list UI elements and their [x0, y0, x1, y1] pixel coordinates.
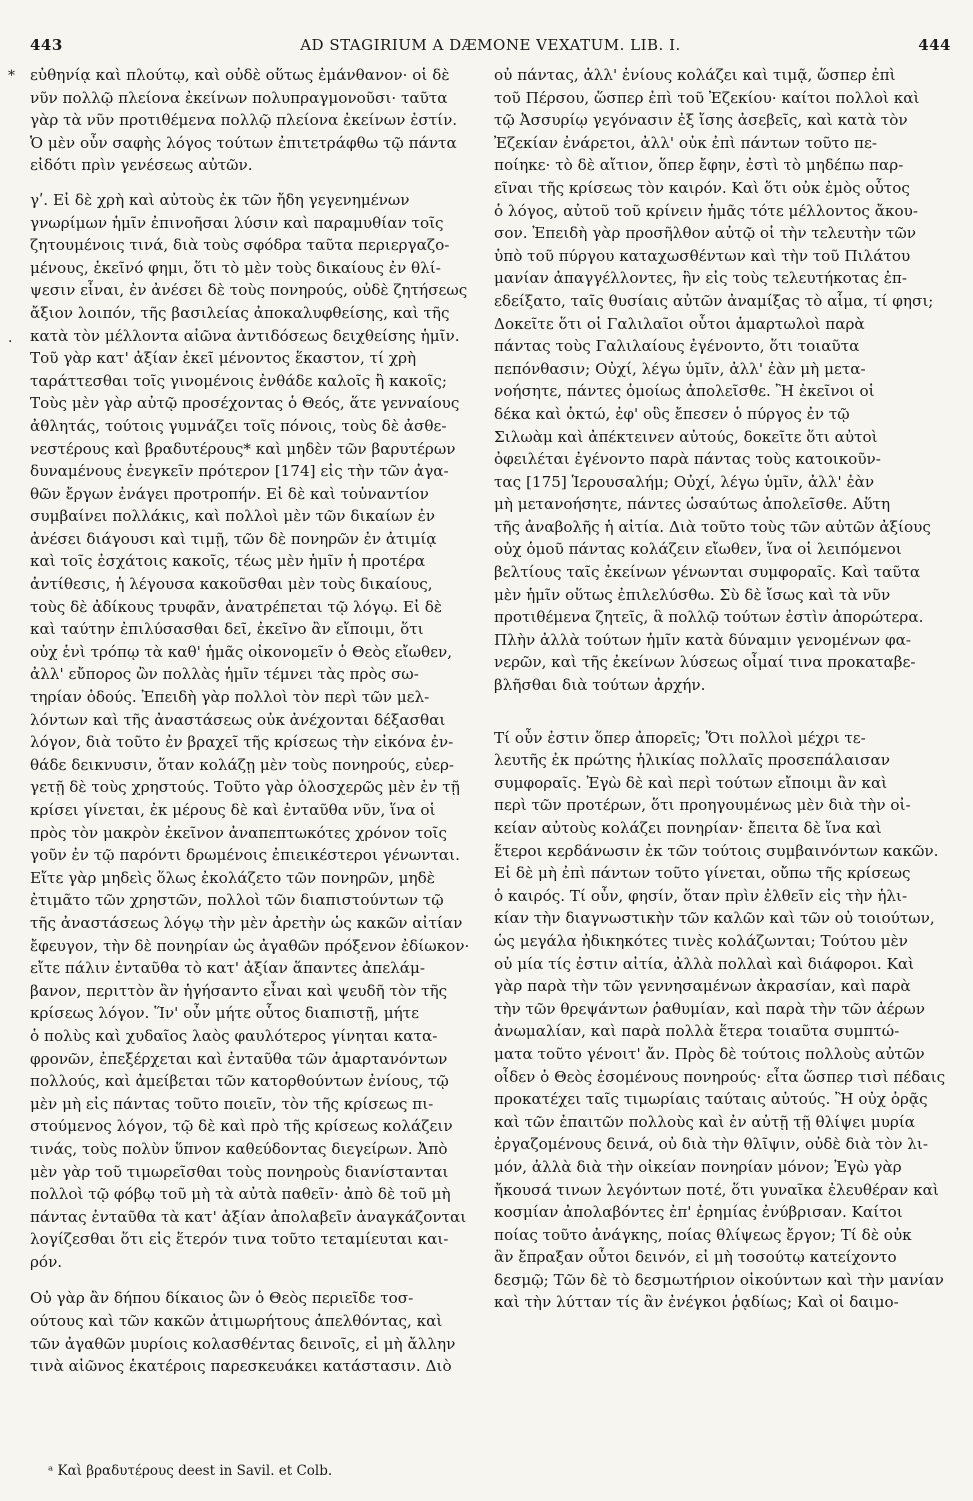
- text-line: Πλὴν ἀλλὰ τούτων ἡμῖν κατὰ δύναμιν γενομένων φα-: [494, 630, 911, 649]
- text-line: μὲν ἡμῖν οὕτως ἐπιλελύσθω. Σὺ δὲ ἴσως καὶ τὰ νῦν: [494, 585, 891, 604]
- text-line: εὐθηνίᾳ καὶ πλούτῳ, καὶ οὐδὲ οὕτως ἐμάνθανον· οἱ δὲ: [30, 66, 450, 84]
- text-line: τοὺς δὲ ἀδίκους τρυφᾶν, ἀνατρέπεται τῷ λόγῳ. Εἰ δὲ: [30, 597, 443, 616]
- text-line: θῶν ἔργων ἐνάγει προτροπήν. Εἰ δὲ καὶ τοὐναντίον: [30, 484, 429, 503]
- text-line: εῖναι τῆς κρίσεως τὸν καιρόν. Καὶ ὅτι οὐκ ἐμὸς οὗτος: [494, 178, 910, 197]
- text-line: Τοῦ γὰρ κατ' ἀξίαν ἐκεῖ μένοντος ἕκαστον, τί χρὴ: [30, 349, 417, 368]
- text-line: τῆς ἀναβολῆς ἡ αἰτία. Διὰ τοῦτο τοὺς τῶν αὐτῶν ἀξίους: [494, 517, 931, 536]
- text-line: ἄξιον λοιπόν, τῆς βασιλείας ἀποκαλυφθείσης, καὶ τῆς: [30, 303, 450, 322]
- text-line: γὰρ παρὰ τὴν τῶν γεννησαμένων ἀκρασίαν, καὶ παρὰ: [494, 977, 911, 996]
- text-line: Δοκεῖτε ὅτι οἱ Γαλιλαῖοι οὗτοι ἁμαρτωλοὶ παρὰ: [494, 314, 865, 333]
- text-line: πεπόνθασιν; Οὐχί, λέγω ὑμῖν, ἀλλ' ἐὰν μὴ μετα-: [494, 359, 866, 378]
- text-line: τῷ Ἀσσυρίῳ γεγόνασιν ἐξ ἴσης ἀσεβεῖς, καὶ κατὰ τὸν: [494, 111, 908, 130]
- text-line: ὁ πολὺς καὶ χυδαῖος λαὸς φαυλότερος γίνηται κατα-: [30, 1026, 438, 1045]
- text-line: Ὁ μὲν οὖν σαφὴς λόγος τούτων ἐπιτετράφθω τῷ πάντα: [30, 133, 457, 152]
- text-line: καὶ τοῖς ἐσχάτοις κακοῖς, τέως μὲν ἡμῖν ἡ προτέρα: [30, 552, 426, 571]
- text-line: ἂν ἔπραξαν οὗτοι δεινόν, εἰ μὴ τοσούτῳ κατείχοντο: [494, 1248, 897, 1267]
- text-line: ὁ λόγος, αὐτοῦ τοῦ κρίνειν ἡμᾶς τότε μέλλοντος ἄκου-: [494, 201, 919, 220]
- text-line: κατὰ τὸν μέλλοντα αἰῶνα ἀντιδόσεως δειχθείσης ἡμῖν.: [30, 326, 460, 345]
- text-line: ἔφευγον, τὴν δὲ πονηρίαν ὡς ἀγαθῶν πρόξενον ἐδίωκον·: [30, 936, 470, 955]
- text-line: ούτους καὶ τῶν κακῶν ἀτιμωρήτους ἀπελθόντας, καὶ: [30, 1312, 443, 1331]
- text-line: ἤκουσά τινων λεγόντων ποτέ, ὅτι γυναῖκα ἐλευθέραν καὶ: [494, 1180, 939, 1199]
- text-line: ρόν.: [30, 1252, 63, 1271]
- text-line: γετῇ δὲ τοὺς χρηστούς. Τοῦτο γὰρ ὁλοσχερῶς μὲν ἐν τῇ: [30, 778, 460, 797]
- text-line: ἀντίθεσις, ἡ λέγουσα κακοῦσθαι μὲν τοὺς δικαίους,: [30, 575, 433, 594]
- text-line: στούμενος λόγον, τῷ δὲ καὶ πρὸ τῆς κρίσεως κολάζειν: [30, 1117, 453, 1136]
- text-line: γὰρ τὰ νῦν προτιθέμενα πολλῷ πλείονα ἐκείνων ἐστίν.: [30, 111, 458, 130]
- text-line: πρὸς τὸν μακρὸν ἐκεῖνον ἀναπεπτωκότες χρόνον τοῖς: [30, 823, 447, 842]
- text-line: οὐχ ὁμοῦ πάντας κολάζειν εἴωθεν, ἵνα οἱ λειπόμενοι: [494, 540, 902, 559]
- text-line: ψεσιν εἶναι, ἐν ἀνέσει δὲ τοὺς πονηρούς, οὐδὲ ζητήσεως: [30, 281, 468, 300]
- text-line: ὑπὸ τοῦ πύργου καταχωσθέντων καὶ τὴν τοῦ Πιλάτου: [494, 246, 911, 265]
- text-line: καὶ τῶν ἐπαιτῶν πολλοὺς καὶ ἐν αὐτῇ τῇ θλίψει μυρία: [494, 1112, 916, 1131]
- text-line: πάντας τοὺς Γαλιλαίους ἐγένοντο, ὅτι τοιαῦτα: [494, 337, 860, 356]
- text-line: προκατέχει ταῖς τιμωρίαις ταύταις αὐτούς. Ἢ οὐχ ὁρᾷς: [494, 1090, 928, 1109]
- text-line: εἴτε πάλιν ἐνταῦθα τὸ κατ' ἀξίαν ἅπαντες ἀπελάμ-: [30, 959, 426, 978]
- text-line: Εἰ δὲ μὴ ἐπὶ πάντων τοῦτο γίνεται, οὔπω τῆς κρίσεως: [494, 864, 911, 883]
- text-line: Τί οὖν ἐστιν ὅπερ ἀπορεῖς; Ὅτι πολλοὶ μέχρι τε-: [494, 728, 866, 747]
- text-line: ὁ καιρός. Τί οὖν, φησίν, ὅταν πρὶν ἐλθεῖν εἰς τὴν ἡλι-: [494, 886, 908, 905]
- text-line: κίαν τὴν διαγνωστικὴν τῶν καλῶν καὶ τῶν οὐ τοιούτων,: [494, 909, 935, 928]
- text-line: εδείξατο, ταῖς θυσίαις αὐτῶν ἀναμίξας τὸ αἷμα, τί φησι;: [494, 291, 934, 310]
- running-title: AD STAGIRIUM A DÆMONE VEXATUM. LIB. I.: [300, 36, 681, 54]
- text-line: πάντας ἐνταῦθα τὰ κατ' ἀξίαν ἀπολαβεῖν ἀναγκάζονται: [30, 1207, 467, 1226]
- text-line: ἕτεροι κερδάνωσιν ἐκ τῶν τούτοις συμβαινόντων κακῶν.: [494, 841, 939, 860]
- text-line: συμβαίνει πολλάκις, καὶ πολλοὶ μὲν τῶν δικαίων ἐν: [30, 507, 435, 526]
- text-line: ματα τοῦτο γένοιτ' ἄν. Πρὸς δὲ τούτοις πολλοὺς αὐτῶν: [494, 1044, 925, 1063]
- page-number-left: 443: [30, 36, 63, 54]
- text-line: συμφοραῖς. Ἐγὼ δὲ καὶ περὶ τούτων εἴποιμι ἂν καὶ: [494, 773, 888, 792]
- text-line: νεστέρους καὶ βραδυτέρους* καὶ μηδὲν τῶν βαρυτέρων: [30, 439, 456, 458]
- right-column: [494, 64, 951, 1314]
- text-line: καὶ τὴν λύτταν τίς ἂν ἐνέγκοι ῥᾳδίως; Καὶ οἱ δαιμο-: [494, 1293, 899, 1312]
- text-line: προτιθέμενα ζητεῖς, ἃ πολλῷ τούτων ἐστὶν ἀπορώτερα.: [494, 608, 924, 627]
- text-line: δέκα καὶ ὀκτώ, ἐφ' οὓς ἔπεσεν ὁ πύργος ἐν τῷ: [494, 404, 850, 423]
- text-line: δεσμῷ; Τῶν δὲ τὸ δεσμωτήριον οἰκούντων καὶ τὴν μανίαν: [494, 1270, 944, 1289]
- text-line: οὐ μία τίς ἐστιν αἰτία, ἀλλὰ πολλαὶ καὶ διάφοροι. Καὶ: [494, 954, 915, 973]
- footnote: ᵃ Καὶ βραδυτέρους deest in Savil. et Colb.: [48, 1463, 333, 1479]
- text-line: οὐ πάντας, ἀλλ' ἐνίους κολάζει καὶ τιμᾷ, ὥσπερ ἐπὶ: [494, 66, 896, 84]
- running-header: [30, 36, 951, 56]
- text-line: Τοὺς μὲν γὰρ αὐτῷ προσέχοντας ὁ Θεός, ἅτε γενναίους: [30, 394, 460, 413]
- text-line: τοῦ Πέρσου, ὥσπερ ἐπὶ τοῦ Ἐζεκίου· καίτοι πολλοὶ καὶ: [494, 88, 920, 107]
- text-line: νῦν πολλῷ πλείονα ἐκείνων πολυπραγμονοῦσι· ταῦτα: [30, 88, 448, 107]
- text-line: Οὐ γὰρ ἂν δήπου δίκαιος ὢν ὁ Θεὸς περιεῖδε τοσ-: [30, 1289, 414, 1308]
- text-line: ἀλλ' εὔπορος ὢν πολλὰς ἡμῖν τέμνει τὰς πρὸς σω-: [30, 665, 419, 684]
- text-line: γʹ. Εἰ δὲ χρὴ καὶ αὐτοὺς ἐκ τῶν ἤδη γεγενημένων: [30, 190, 410, 209]
- text-line: τῆς ἀναστάσεως λόγῳ τὴν μὲν ἀρετὴν ὡς κακῶν αἰτίαν: [30, 913, 463, 932]
- text-line: νερῶν, καὶ τῆς ἐκείνων λύσεως οἶμαί τινα προκαταβε-: [494, 653, 916, 672]
- text-line: λόντων καὶ τῆς ἀναστάσεως οὐκ ἀνέχονται δέξασθαι: [30, 710, 446, 729]
- text-line: ὡς μεγάλα ἠδικηκότες τινὲς κολάζωνται; Τούτου μὲν: [494, 931, 908, 950]
- text-line: βελτίους ταῖς ἐκείνων γένωνται συμφοραῖς. Καὶ ταῦτα: [494, 563, 921, 582]
- text-line: καὶ ταύτην ἐπιλύσασθαι δεῖ, ἐκεῖνο ἂν εἴποιμι, ὅτι: [30, 620, 424, 639]
- margin-mark: *: [8, 68, 15, 84]
- text-line: Σιλωὰμ καὶ ἀπέκτεινεν αὐτούς, δοκεῖτε ὅτι αὐτοὶ: [494, 427, 878, 446]
- text-line: πολλούς, καὶ ἀμείβεται τῶν κατορθούντων ἐνίους, τῷ: [30, 1072, 449, 1091]
- text-line: πολλοὶ τῷ φόβῳ τοῦ μὴ τὰ αὐτὰ παθεῖν· ἀπὸ δὲ τοῦ μὴ: [30, 1185, 451, 1204]
- text-line: γνωρίμων ἡμῖν ἐπινοῆσαι λύσιν καὶ παραμυθίαν τοῖς: [30, 213, 444, 232]
- text-line: μὲν γὰρ τοῦ τιμωρεῖσθαι τοὺς πονηροὺς διανίστανται: [30, 1162, 449, 1181]
- text-line: μὲν μὴ εἰς πάντας τοῦτο ποιεῖν, τὸν τῆς κρίσεως πι-: [30, 1094, 434, 1113]
- text-line: κοσμίαν ἀπολαβόντες ἐπ' ἐρημίας ἐνύβρισαν. Καίτοι: [494, 1203, 903, 1222]
- text-line: σον. Ἐπειδὴ γὰρ προσῆλθον αὐτῷ οἱ τὴν τελευτὴν τῶν: [494, 224, 916, 243]
- text-line: βανον, περιττὸν ἂν ἡγήσαντο εἶναι καὶ ψευδῆ τὸν τῆς: [30, 981, 448, 1000]
- margin-mark: .: [8, 330, 13, 346]
- text-line: λογίζεσθαι ὅτι εἰς ἕτερόν τινα τοῦτο τεταμίευται και-: [30, 1230, 449, 1249]
- text-line: εἰδότι πρὶν γενέσεως αὐτῶν.: [30, 156, 253, 175]
- text-line: ζητουμένοις τινά, διὰ τοὺς σφόδρα ταῦτα περιεργαζο-: [30, 236, 450, 255]
- text-line: ποίηκε· τὸ δὲ αἴτιον, ὅπερ ἔφην, ἐστὶ τὸ μηδέπω παρ-: [494, 156, 904, 175]
- text-line: τινάς, τοὺς πολὺν ὕπνον καθεύδοντας διεγείρων. Ἀπὸ: [30, 1139, 448, 1158]
- text-line: τηρίαν ὁδούς. Ἐπειδὴ γὰρ πολλοὶ τὸν περὶ τῶν μελ-: [30, 688, 430, 707]
- text-line: ἀνωμαλίαν, καὶ παρὰ πολλὰ ἕτερα τοιαῦτα συμπτώ-: [494, 1022, 900, 1041]
- text-line: λευτῆς ἐκ πρώτης ἡλικίας πολλαῖς προσεπάλαισαν: [494, 751, 891, 770]
- text-line: βλῆσθαι διὰ τούτων ἀρχήν.: [494, 676, 706, 695]
- text-line: οὐχ ἑνὶ τρόπῳ τὰ καθ' ἡμᾶς οἰκονομεῖν ὁ Θεὸς εἴωθεν,: [30, 642, 453, 661]
- text-line: θάδε δεικνυσιν, ὅταν κολάζῃ μὲν τοὺς πονηρούς, εὐερ-: [30, 755, 455, 774]
- text-line: κρίσεως λόγον. Ἵν' οὖν μήτε οὗτος διαπιστῇ, μήτε: [30, 1004, 419, 1023]
- left-column: [30, 64, 474, 1378]
- text-line: κείαν αὐτοὺς κολάζει πονηρίαν· ἔπειτα δὲ ἵνα καὶ: [494, 819, 882, 837]
- page-number-right: 444: [918, 36, 951, 54]
- text-line: ὀφειλέται ἐγένοντο παρὰ πάντας τοὺς κατοικοῦν-: [494, 450, 881, 469]
- text-line: λόγον, διὰ τοῦτο ἐν βραχεῖ τῆς κρίσεως τὴν εἰκόνα ἐν-: [30, 733, 454, 752]
- text-line: τὴν τῶν θρεψάντων ῥαθυμίαν, καὶ παρὰ τὴν τῶν ἀέρων: [494, 999, 925, 1018]
- text-line: μόν, ἀλλὰ διὰ τὴν οἰκείαν πονηρίαν μόνον; Ἐγὼ γὰρ: [494, 1157, 902, 1176]
- text-line: μένους, ἐκεῖνό φημι, ὅτι τὸ μὲν τοὺς δικαίους ἐν θλί-: [30, 258, 441, 277]
- text-line: τῶν ἀγαθῶν μυρίοις κολασθέντας δεινοῖς, εἰ μὴ ἄλλην: [30, 1334, 456, 1353]
- text-line: νοήσητε, πάντες ὁμοίως ἀπολεῖσθε. Ἢ ἐκεῖνοι οἱ: [494, 382, 875, 401]
- text-line: Ἐζεκίαν ἐνάρετοι, ἀλλ' οὐκ ἐπὶ πάντων τοῦτο πε-: [494, 133, 877, 152]
- text-line: δυναμένους ἐνεγκεῖν πρότερον [174] εἰς τὴν τῶν ἀγα-: [30, 462, 449, 481]
- text-line: ἀνέσει διάγουσι καὶ τιμῇ, τῶν δὲ πονηρῶν ἐν ἀτιμίᾳ: [30, 529, 437, 548]
- text-line: κρίσει γίνεται, ἐκ μέρους δὲ καὶ ἐνταῦθα νῦν, ἵνα οἱ: [30, 801, 436, 819]
- text-line: φρονῶν, ἐπεξέρχεται καὶ ἐνταῦθα τῶν ἁμαρτανόντων: [30, 1049, 448, 1068]
- text-line: ἀθλητάς, τούτοις γυμνάζει τοῖς πόνοις, τοὺς δὲ ἀσθε-: [30, 416, 447, 435]
- text-line: τινὰ αἰῶνος ἑκατέροις παρεσκευάκει κατάστασιν. Διὸ: [30, 1357, 452, 1376]
- text-line: ἐργαζομένους δεινά, οὐ διὰ τὴν θλῖψιν, οὐδὲ διὰ τὸν λι-: [494, 1135, 929, 1154]
- text-line: ἐτιμᾶτο τῶν χρηστῶν, πολλοὶ τῶν διαπιστούντων τῷ: [30, 891, 444, 910]
- text-line: Εἴτε γὰρ μηδεὶς ὅλως ἐκολάζετο τῶν πονηρῶν, μηδὲ: [30, 868, 435, 887]
- text-line: τας [175] Ἱερουσαλήμ; Οὐχί, λέγω ὑμῖν, ἀλλ' ἐὰν: [494, 472, 875, 491]
- text-line: οἶδεν ὁ Θεὸς ἐσομένους πονηρούς· εἶτα ὥσπερ τισὶ πέδαις: [494, 1067, 946, 1086]
- text-line: γοῦν ἐν τῷ παρόντι δρωμένοις ἐπιεικέστεροι γένωνται.: [30, 846, 460, 865]
- text-line: μὴ μετανοήσητε, πάντες ὡσαύτως ἀπολεῖσθε. Αὕτη: [494, 495, 891, 514]
- text-line: ποίας τοῦτο ἀνάγκης, ποίας θλίψεως ἔργον; Τί δὲ οὐκ: [494, 1225, 912, 1244]
- text-line: περὶ τῶν προτέρων, ὅτι προηγουμένως μὲν διὰ τὴν οἰ-: [494, 796, 911, 815]
- text-line: μανίαν ἀπαγγέλλοντες, ἣν εἰς τοὺς τελευτήκοτας ἐπ-: [494, 269, 908, 288]
- text-line: ταράττεσθαι τοῖς γινομένοις ἐνθάδε καλοῖς ἢ κακοῖς;: [30, 371, 448, 390]
